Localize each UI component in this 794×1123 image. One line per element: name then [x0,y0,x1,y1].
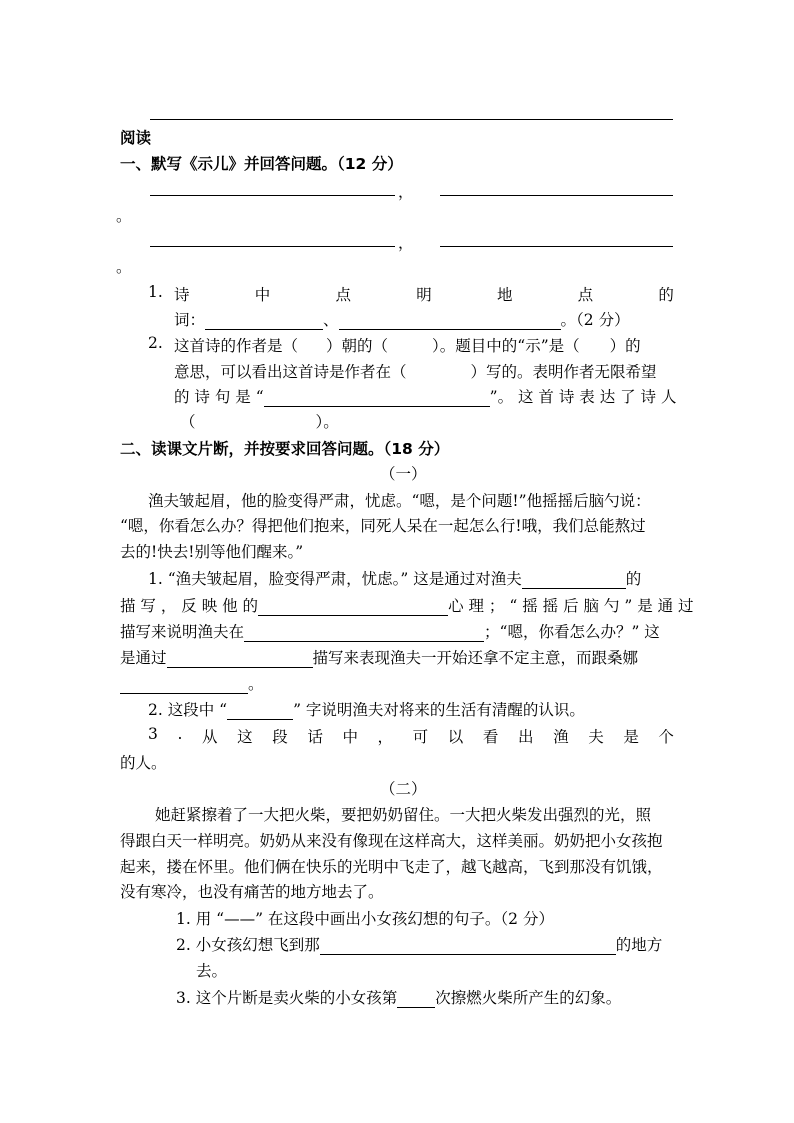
section2-title: 二、读课文片断，并按要求回答问题。（18 分） [120,440,450,458]
s1-q2-l2a: 意思，可以看出这首诗是作者在（ [174,363,407,381]
poem-line1-blank-a[interactable] [150,195,395,196]
s2-q1-l4a: 是通过 [120,649,167,667]
s2-q2-blank[interactable] [227,703,293,720]
p2-q2-line2: 去。 [196,962,228,980]
s1-q2-line2 [174,360,657,382]
passage1-line2: “嗯，你看怎么办？得把他们抱来，同死人呆在一起怎么行!哦，我们总能熬过 [120,517,646,535]
s1-q1-label: 1. [148,283,163,301]
s1-q1-end: 。（2 分） [560,311,630,329]
s1-q1-char: 的 [658,286,674,304]
s1-q1-char: 点 [335,286,351,304]
s2-q1-l4b: 描写来表现渔夫一开始还拿不定主意，而跟桑娜 [312,649,639,667]
s1-q1-char: 地 [496,286,513,304]
s1-q2-label: 2. [148,334,163,352]
s2-q1-l2b: 心 理 ； “ 摇 摇 后 脑 勺 ” 是 通 过 [448,597,694,615]
s2-q3-char: 出 [517,728,534,746]
s2-q3-char: ， [377,728,394,746]
s1-q2-line4 [180,410,339,432]
s1-q1-blank-b[interactable] [339,313,561,330]
s2-q1-l3b: ；“嗯，你看怎么办？” 这 [484,623,660,641]
poem-line2-blank-b[interactable] [440,246,673,247]
reading-heading: 阅读 [120,129,152,147]
p2-q2-line1 [176,933,662,955]
p2-q3-blank[interactable] [397,991,435,1008]
s2-q1-l3a: 描写来说明渔夫在 [120,623,245,641]
passage1-line3: 去的!快去!别等他们醒来。” [120,543,304,561]
s2-q3-char: 夫 [588,728,604,746]
s2-q3-char: 3 [148,725,158,743]
s1-q2-l1d: ）的 [609,337,641,355]
s1-q1-char: 中 [254,286,271,304]
s1-q1-char: 点 [577,286,594,304]
s1-q2-l4a: （ [180,413,196,431]
s1-q1-spread-text [174,283,674,305]
p2-q3-line [176,986,621,1008]
s2-q3-char: 话 [307,728,323,746]
s2-q1-line3 [120,620,660,642]
poem-period-2: 。 [116,258,132,276]
s2-q2-line [148,698,585,720]
s2-q3-char: 个 [658,728,674,746]
poem-line2-blank-a[interactable] [150,246,395,247]
s1-q2-l4b: ）。 [315,413,339,431]
p2-q2-a: 2. 小女孩幻想飞到那 [176,936,320,954]
passage1-line1: 渔夫皱起眉，他的脸变得严肃，忧虑。“嗯，是个问题!”他摇摇后脑勺说： [148,492,651,510]
s2-q3-char: 中 [342,728,358,746]
s1-q2-l3a: 的 诗 句 是 “ [174,388,264,406]
s2-q3-char: 这 [237,728,253,746]
part2-title: （二） [380,780,427,798]
s2-q1-blank-d[interactable] [167,651,313,668]
p2-q3-b: 次擦燃火柴所产生的幻象。 [435,989,622,1007]
passage2-line3: 起来，搂在怀里。他们俩在快乐的光明中飞走了，越飞越高，飞到那没有饥饿， [120,858,663,876]
top-rule [150,119,673,120]
s2-q3-line2: 的人。 [120,754,167,772]
p2-q2-b: 的地方 [615,936,663,954]
poem-comma-2: ， [398,234,414,252]
s1-q1-blank-a[interactable] [205,313,323,330]
passage2-line2: 得跟白天一样明亮。奶奶从来没有像现在这样高大，这样美丽。奶奶把小女孩抱 [120,832,663,850]
s2-q3-spread-text [148,725,674,747]
s2-q1-blank-a[interactable] [522,572,626,589]
s1-q1-char: 明 [416,286,432,304]
s1-q2-l1b: ）朝的（ [326,337,389,355]
poem-comma-1: ， [398,183,414,201]
s2-q1-l1b: 的 [625,570,642,588]
s2-q1-l2a: 描 写 ， 反 映 他 的 [120,597,259,615]
s2-q3-char: 看 [482,728,499,746]
p2-q1: 1. 用 “——” 在这段中画出小女孩幻想的句子。（2 分） [176,910,554,928]
s2-q1-blank-b[interactable] [258,599,448,616]
s2-q1-line5 [120,672,264,694]
s1-q1-char: 诗 [174,286,190,304]
s2-q2-a: 2. 这段中 “ [148,701,228,719]
s1-q1-line2 [174,308,630,330]
s1-q2-l3b: ”。 这 首 诗 表 达 了 诗 人 [489,388,677,406]
p2-q2-blank[interactable] [320,938,616,955]
s2-q3-char: 渔 [553,728,569,746]
s1-q2-line3 [174,385,676,407]
s1-q1-prefix: 词： [174,311,206,329]
s1-q2-line1 [174,334,641,356]
s2-q1-l1a: 1. “渔夫皱起眉，脸变得严肃，忧虑。” 这是通过对渔夫 [148,570,522,588]
passage2-line1: 她赶紧擦着了一大把火柴，要把奶奶留住。一大把火柴发出强烈的光，照 [155,806,652,824]
s2-q3-char: 以 [447,728,464,746]
s1-q1-sep: 、 [323,311,339,329]
s2-q1-blank-e[interactable] [120,677,248,694]
s2-q1-l5: 。 [248,675,264,693]
s2-q1-line2 [120,594,694,616]
s2-q1-line1 [148,567,641,589]
s1-q2-l2b: ）写的。表明作者无限希望 [470,363,657,381]
s2-q2-b: ” 字说明渔夫对将来的生活有清醒的认识。 [293,701,585,719]
s2-q3-char: 可 [412,728,429,746]
p2-q3-a: 3. 这个片断是卖火柴的小女孩第 [176,989,398,1007]
s2-q3-char: 段 [272,728,288,746]
passage2-line4: 没有寒冷，也没有痛苦的地方地去了。 [120,883,384,901]
poem-period-1: 。 [116,207,132,225]
s2-q3-char: 是 [623,728,639,746]
s1-q2-l1c: ）。题目中的“示”是（ [432,337,580,355]
poem-line1-blank-b[interactable] [440,195,673,196]
part1-title: （一） [380,465,427,483]
s1-q2-blank-verse[interactable] [264,390,490,407]
s2-q3-char: 从 [202,728,218,746]
s2-q3-char: . [177,725,183,743]
s2-q1-blank-c[interactable] [244,625,484,642]
s2-q1-line4 [120,646,638,668]
s1-q2-l1a: 这首诗的作者是（ [174,337,299,355]
section1-title: 一、默写《示儿》并回答问题。（12 分） [120,155,403,173]
